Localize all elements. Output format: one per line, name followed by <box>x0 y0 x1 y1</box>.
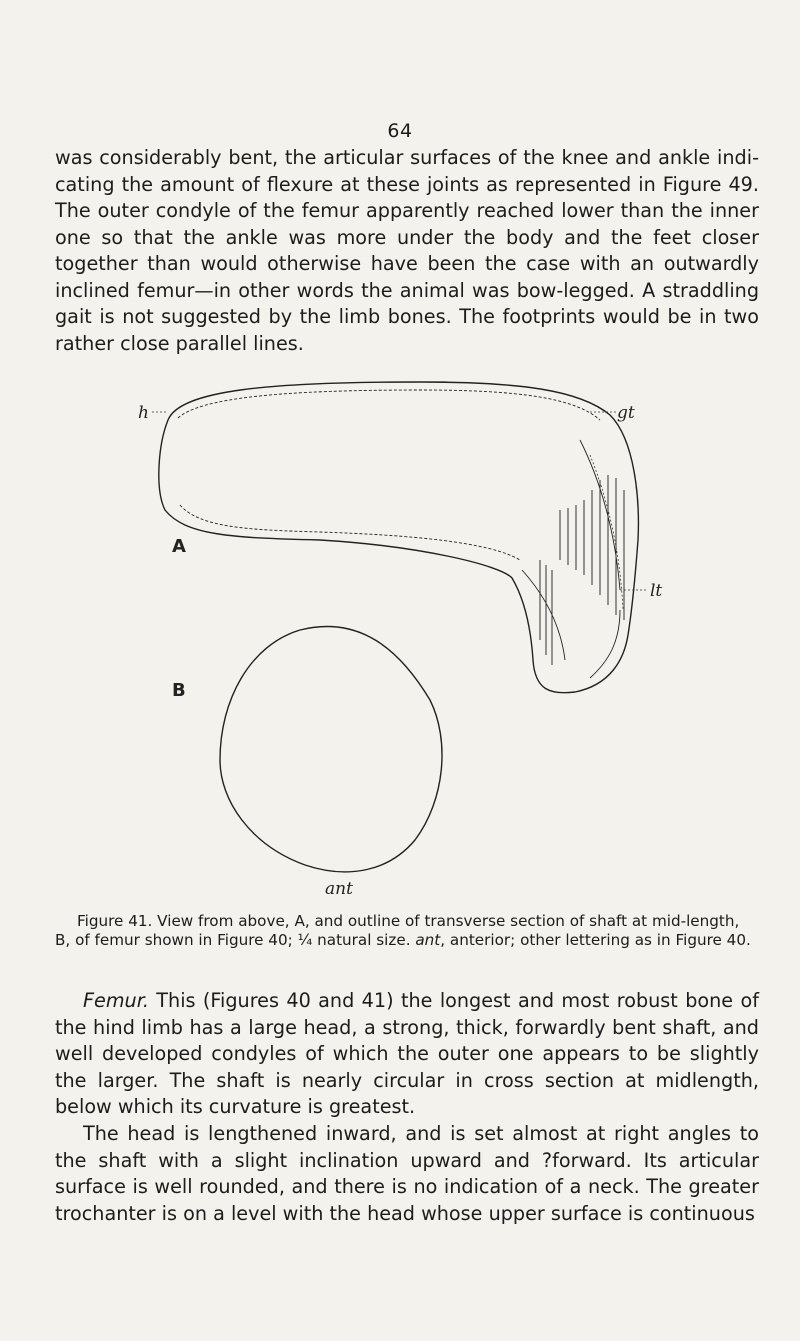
caption-fraction: ¼ <box>297 931 313 949</box>
label-gt: gt <box>617 403 635 423</box>
label-lt: lt <box>650 581 663 601</box>
figure-caption <box>55 912 759 950</box>
page-number: 64 <box>387 120 413 142</box>
figure-41 <box>120 360 700 900</box>
paragraph-1: was considerably bent, the articular surfaces of the knee and ankle indicating the amount of flexure at these joints as represented in Figure 49. The outer condyle of the femur apparently reached lower than the inner one so that the ankle was more under the body and the feet closer together than would otherwise have been the case with an outwardly inclined femur—in other words the animal was bow-legged. A straddling gait is not suggested by the limb bones. The footprints would be in two rather close parallel lines. <box>55 146 759 355</box>
section-lead-femur: Femur. <box>83 989 149 1012</box>
caption-text-1: Figure 41. View from above, A, and outline of transverse section of shaft at mid-length, B, of femur shown in Figure 40; <box>55 912 740 949</box>
paragraph-3: The head is lengthened inward, and is set almost at right angles to the shaft with a slight inclination upward and ?forward. Its articular surface is well rounded, and there is no indication of a neck. The greater trochanter is on a level with the head whose upper surface is continuous <box>55 1122 759 1225</box>
caption-text-3: , anterior; other lettering as in Figure 40. <box>440 931 751 949</box>
paragraph-2-text: This (Figures 40 and 41) the longest and most robust bone of the hind limb has a large head, a strong, thick, forwardly bent shaft, and well developed condyles of which the outer one appears to be slightly the larger. The shaft is nearly circular in cross section at midlength, below which its curvature is greatest. <box>55 989 759 1118</box>
paragraph-2 <box>55 988 759 1121</box>
label-ant: ant <box>325 879 353 899</box>
shaft-shading <box>540 475 624 665</box>
leader-lines <box>152 412 648 590</box>
label-A: A <box>172 536 186 557</box>
caption-text-2: natural size. <box>312 931 411 949</box>
shaft-cross-section <box>220 626 442 871</box>
femur-dorsal-view <box>159 382 639 693</box>
caption-ant: ant <box>415 931 441 949</box>
label-B: B <box>172 680 186 701</box>
label-h: h <box>138 403 149 423</box>
